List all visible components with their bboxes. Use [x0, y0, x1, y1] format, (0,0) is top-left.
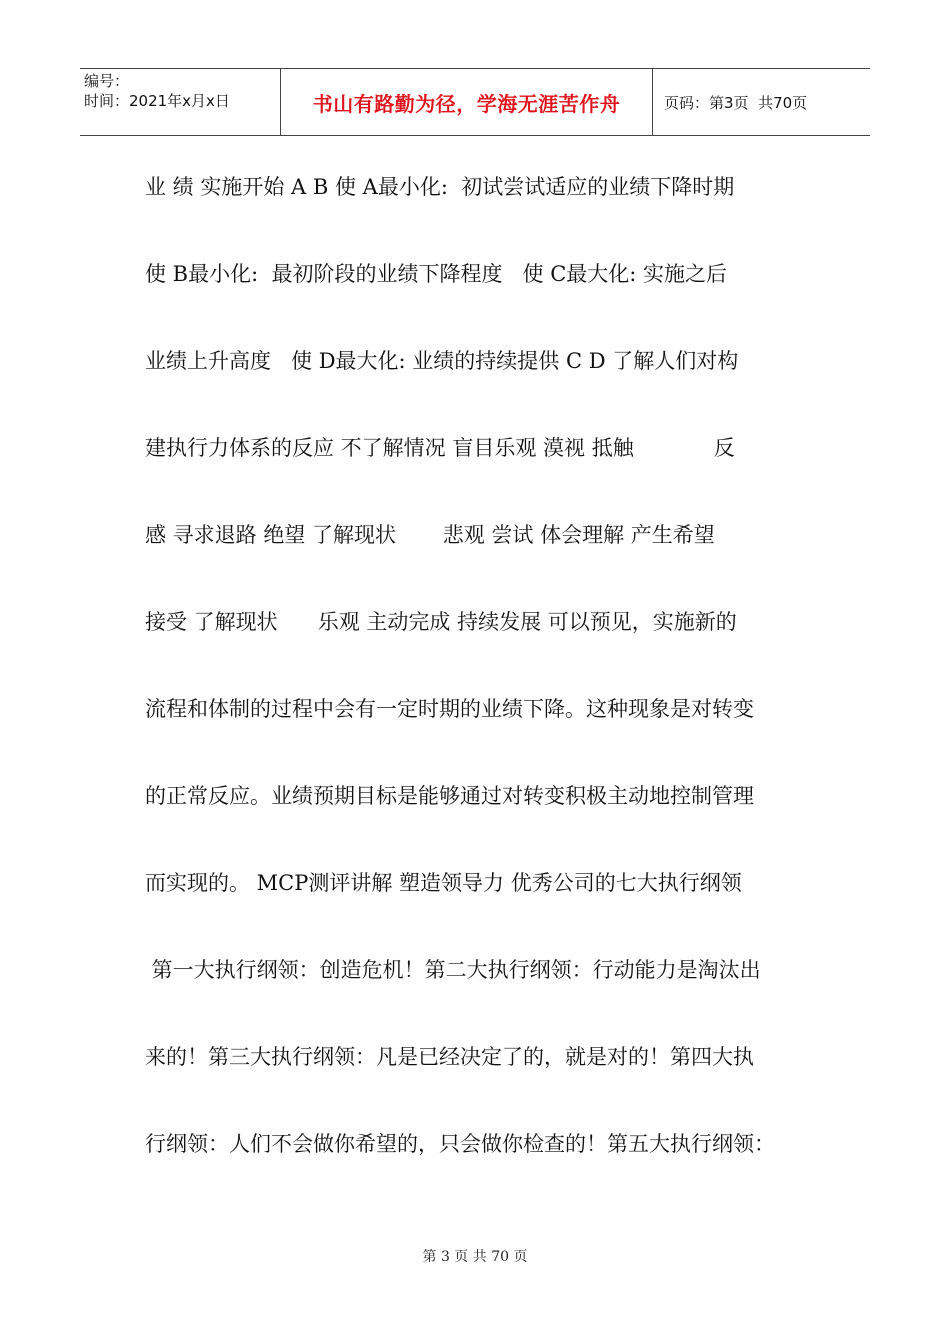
body-line: 使 B最小化: 最初阶段的业绩下降程度 使 C最大化: 实施之后 — [145, 262, 728, 286]
body-line: 而实现的。 MCP测评讲解 塑造领导力 优秀公司的七大执行纲领 — [145, 871, 742, 895]
body-line: 业 绩 实施开始 A B 使 A最小化: 初试尝试适应的业绩下降时期 — [145, 175, 735, 199]
header-meta-cell — [80, 69, 281, 135]
body-text — [145, 152, 807, 1196]
page-footer: 第 3 页 共 70 页 — [422, 1249, 528, 1265]
body-line: 第一大执行纲领：创造危机！第二大执行纲领：行动能力是淘汰出 — [145, 958, 761, 982]
page-info: 页码：第3页 共70页 — [664, 93, 808, 112]
body-line: 流程和体制的过程中会有一定时期的业绩下降。这种现象是对转变 — [145, 697, 754, 721]
header-motto-cell — [281, 69, 653, 135]
date-label: 时间：2021年x月x日 — [84, 92, 230, 110]
body-line: 建执行力体系的反应 不了解情况 盲目乐观 漠视 抵触 反 — [145, 436, 735, 460]
document-header — [80, 68, 870, 136]
serial-number-label: 编号： — [84, 72, 130, 90]
body-line: 业绩上升高度 使 D最大化: 业绩的持续提供 C D 了解人们对构 — [145, 349, 739, 373]
body-line: 接受 了解现状 乐观 主动完成 持续发展 可以预见，实施新的 — [145, 610, 737, 634]
body-line: 来的！第三大执行纲领：凡是已经决定了的，就是对的！第四大执 — [145, 1045, 754, 1069]
header-page-cell — [653, 69, 870, 135]
body-line: 行纲领：人们不会做你希望的，只会做你检查的！第五大执行纲领： — [145, 1132, 775, 1156]
body-line: 感 寻求退路 绝望 了解现状 悲观 尝试 体会理解 产生希望 — [145, 523, 715, 547]
motto-text: 书山有路勤为径，学海无涯苦作舟 — [312, 91, 621, 116]
body-line: 的正常反应。业绩预期目标是能够通过对转变积极主动地控制管理 — [145, 784, 754, 808]
